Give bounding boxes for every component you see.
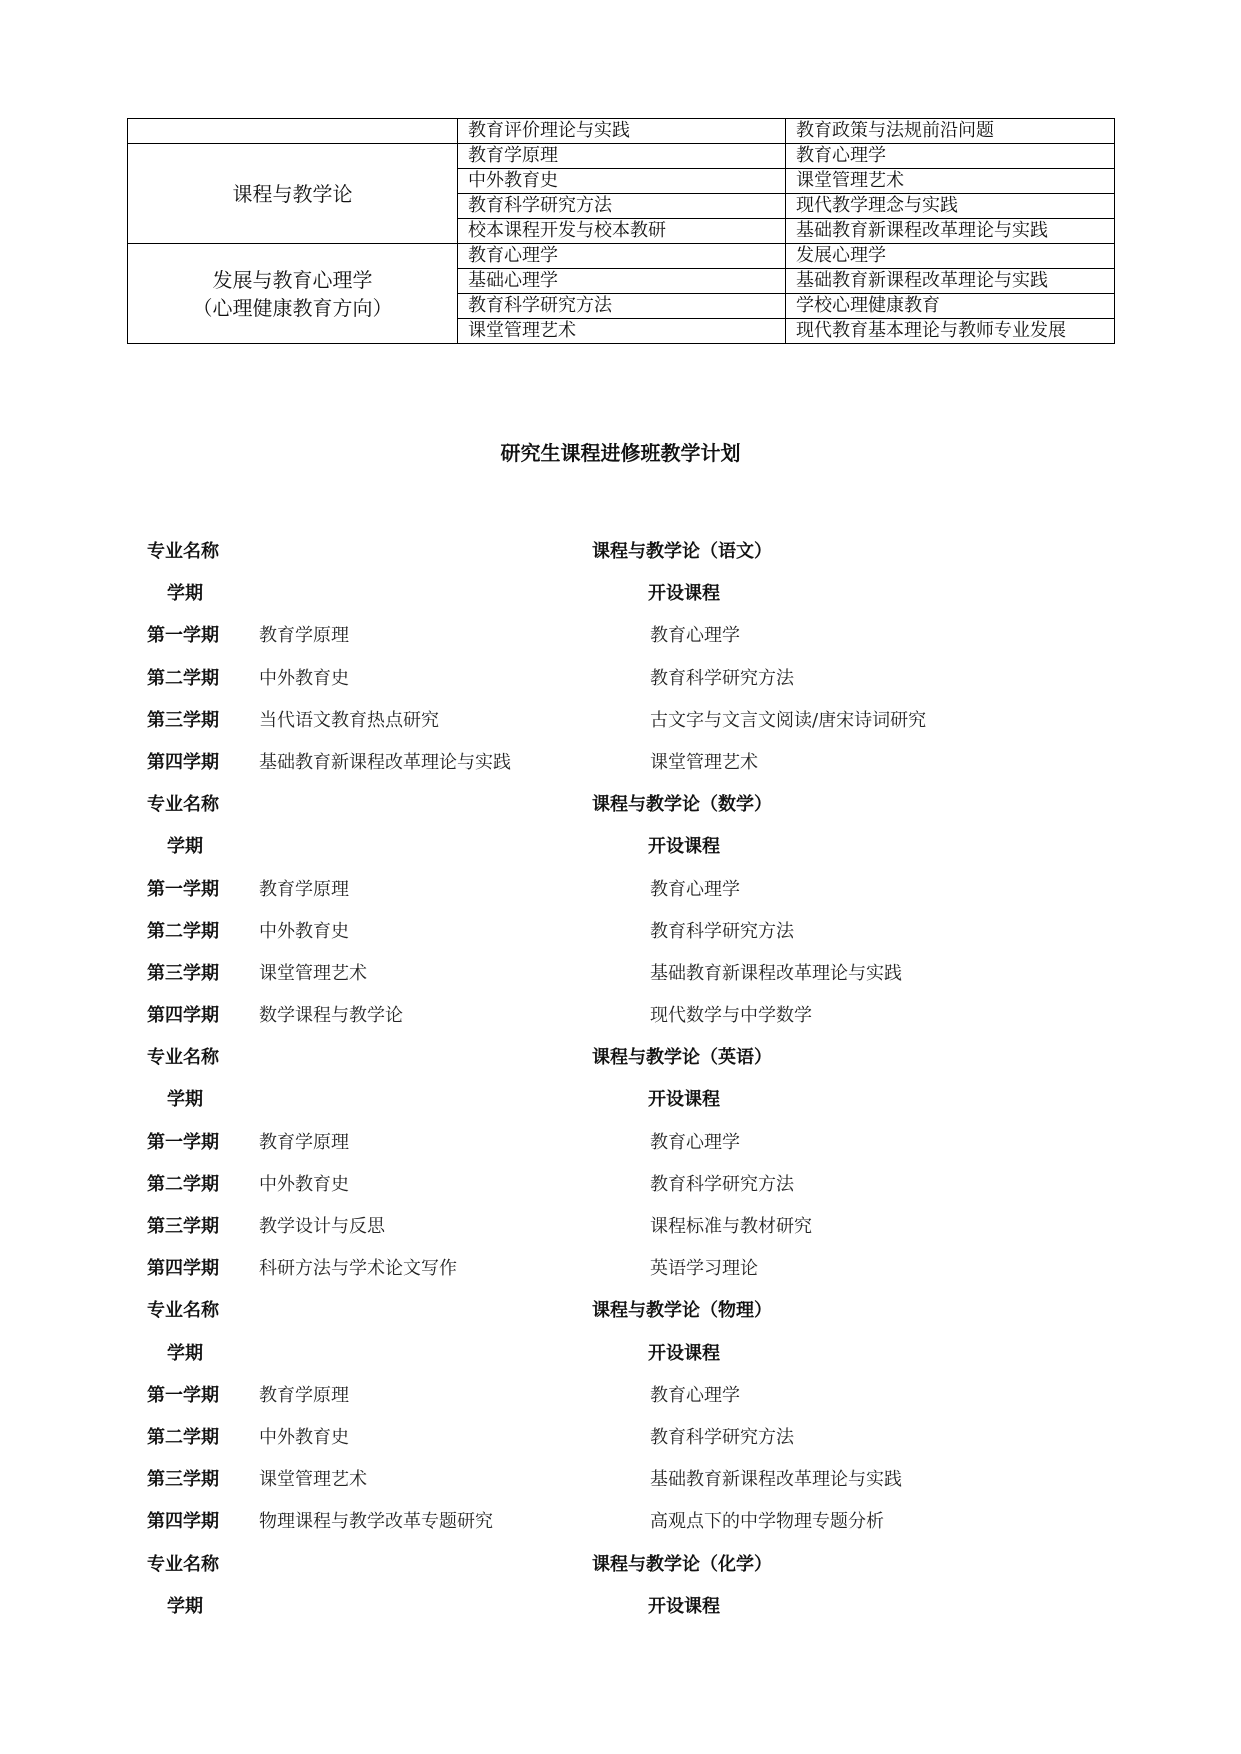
plan-row (0, 1086, 1241, 1128)
major-cell (128, 144, 458, 244)
course-header: 开设课程 (648, 1342, 720, 1364)
semester-label: 第一学期 (147, 625, 219, 647)
semester-header: 学期 (167, 1342, 203, 1364)
table-row (128, 119, 1115, 144)
course-name: 基础教育新课程改革理论与实践 (650, 1469, 902, 1491)
course-header: 开设课程 (648, 1595, 720, 1617)
semester-label: 第三学期 (147, 962, 219, 984)
semester-header: 学期 (167, 1595, 203, 1617)
major-name: 课程与教学论（数学） (592, 794, 772, 816)
major-label: 专业名称 (147, 1300, 219, 1322)
course-name: 教育学原理 (259, 878, 349, 900)
course-name: 基础教育新课程改革理论与实践 (650, 962, 902, 984)
course-cell: 现代教学理念与实践 (786, 194, 1115, 219)
course-name: 中外教育史 (259, 920, 349, 942)
semester-label: 第二学期 (147, 667, 219, 689)
major-label: 专业名称 (147, 1553, 219, 1575)
major-label: 专业名称 (147, 1047, 219, 1069)
semester-row (0, 960, 1241, 1002)
table-row (128, 244, 1115, 269)
course-name: 中外教育史 (259, 1426, 349, 1448)
course-name: 当代语文教育热点研究 (259, 709, 439, 731)
semester-label: 第二学期 (147, 920, 219, 942)
course-header: 开设课程 (648, 1089, 720, 1111)
semester-header: 学期 (167, 583, 203, 605)
semester-label: 第三学期 (147, 1216, 219, 1237)
semester-row (0, 749, 1241, 791)
course-name: 中外教育史 (259, 1173, 349, 1195)
plan-row (0, 1340, 1241, 1382)
course-cell: 现代教育基本理论与教师专业发展 (786, 319, 1115, 344)
course-name: 教育科学研究方法 (650, 920, 794, 942)
course-cell: 教育政策与法规前沿问题 (786, 119, 1115, 144)
course-cell: 基础教育新课程改革理论与实践 (786, 269, 1115, 294)
semester-label: 第四学期 (147, 1005, 219, 1027)
course-cell: 学校心理健康教育 (786, 294, 1115, 319)
semester-header: 学期 (167, 836, 203, 858)
semester-label: 第三学期 (147, 709, 219, 731)
course-name: 教育科学研究方法 (650, 667, 794, 689)
course-cell: 教育心理学 (458, 244, 786, 269)
plan-row (0, 1044, 1241, 1086)
semester-header: 学期 (167, 1089, 203, 1111)
semester-row (0, 1466, 1241, 1508)
course-header: 开设课程 (648, 583, 720, 605)
course-name: 教学设计与反思 (259, 1216, 385, 1237)
course-cell: 中外教育史 (458, 169, 786, 194)
course-name: 教育心理学 (650, 1384, 740, 1406)
course-name: 中外教育史 (259, 667, 349, 689)
course-cell: 教育科学研究方法 (458, 294, 786, 319)
major-label: 专业名称 (147, 541, 219, 562)
course-cell: 教育学原理 (458, 144, 786, 169)
course-name: 教育学原理 (259, 625, 349, 647)
semester-label: 第四学期 (147, 751, 219, 773)
plan-row (0, 1297, 1241, 1339)
semester-label: 第一学期 (147, 878, 219, 900)
course-cell: 校本课程开发与校本教研 (458, 219, 786, 244)
course-name: 教育心理学 (650, 878, 740, 900)
plan-row (0, 1593, 1241, 1635)
plan-row (0, 1551, 1241, 1593)
course-name: 古文字与文言文阅读/唐宋诗词研究 (650, 709, 927, 731)
course-name: 科研方法与学术论文写作 (259, 1258, 457, 1280)
course-name: 数学课程与教学论 (259, 1005, 403, 1027)
semester-label: 第一学期 (147, 1131, 219, 1153)
semester-row (0, 1382, 1241, 1424)
semester-label: 第二学期 (147, 1173, 219, 1195)
semester-label: 第一学期 (147, 1384, 219, 1406)
course-name: 课程标准与教材研究 (650, 1216, 812, 1237)
major-name: 课程与教学论（语文） (592, 541, 772, 562)
course-cell: 教育心理学 (786, 144, 1115, 169)
course-name: 教育心理学 (650, 625, 740, 647)
course-name: 课堂管理艺术 (650, 751, 758, 773)
course-name: 教育学原理 (259, 1131, 349, 1153)
semester-row (0, 707, 1241, 749)
major-name-line: 课程与教学论 (232, 181, 353, 206)
semester-row (0, 1171, 1241, 1213)
course-name: 物理课程与教学改革专题研究 (259, 1511, 493, 1533)
course-name: 现代数学与中学数学 (650, 1005, 812, 1027)
semester-row (0, 1424, 1241, 1466)
course-header: 开设课程 (648, 836, 720, 858)
plan-row (0, 538, 1241, 580)
table-row (128, 144, 1115, 169)
course-cell: 基础心理学 (458, 269, 786, 294)
major-cell (128, 119, 458, 144)
course-cell: 教育科学研究方法 (458, 194, 786, 219)
course-cell: 基础教育新课程改革理论与实践 (786, 219, 1115, 244)
semester-row (0, 876, 1241, 918)
semester-label: 第二学期 (147, 1426, 219, 1448)
course-cell: 课堂管理艺术 (458, 319, 786, 344)
major-name-line: 发展与教育心理学 (212, 267, 373, 292)
course-table (127, 118, 1115, 344)
semester-row (0, 1255, 1241, 1297)
semester-label: 第四学期 (147, 1511, 219, 1533)
plan-row (0, 791, 1241, 833)
course-cell: 发展心理学 (786, 244, 1115, 269)
course-name: 课堂管理艺术 (259, 962, 367, 984)
semester-row (0, 1129, 1241, 1171)
semester-label: 第三学期 (147, 1469, 219, 1491)
course-name: 教育学原理 (259, 1384, 349, 1406)
semester-row (0, 1213, 1241, 1255)
course-name: 高观点下的中学物理专题分析 (650, 1511, 884, 1533)
course-name: 课堂管理艺术 (259, 1469, 367, 1491)
major-name: 课程与教学论（英语） (592, 1047, 772, 1069)
course-name: 基础教育新课程改革理论与实践 (259, 751, 511, 773)
plan-row (0, 580, 1241, 622)
major-cell (128, 244, 458, 344)
semester-label: 第四学期 (147, 1258, 219, 1280)
major-name: 课程与教学论（物理） (592, 1300, 772, 1322)
course-name: 教育科学研究方法 (650, 1426, 794, 1448)
semester-row (0, 1002, 1241, 1044)
course-name: 英语学习理论 (650, 1258, 758, 1280)
major-name-line: （心理健康教育方向） (192, 295, 393, 320)
semester-row (0, 665, 1241, 707)
semester-row (0, 918, 1241, 960)
teaching-plan (0, 538, 1241, 1635)
semester-row (0, 622, 1241, 664)
course-name: 教育科学研究方法 (650, 1173, 794, 1195)
plan-row (0, 833, 1241, 875)
major-label: 专业名称 (147, 794, 219, 816)
course-name: 教育心理学 (650, 1131, 740, 1153)
major-name: 课程与教学论（化学） (592, 1553, 772, 1575)
course-cell: 教育评价理论与实践 (458, 119, 786, 144)
course-cell: 课堂管理艺术 (786, 169, 1115, 194)
semester-row (0, 1508, 1241, 1550)
plan-title: 研究生课程进修班教学计划 (500, 441, 741, 465)
